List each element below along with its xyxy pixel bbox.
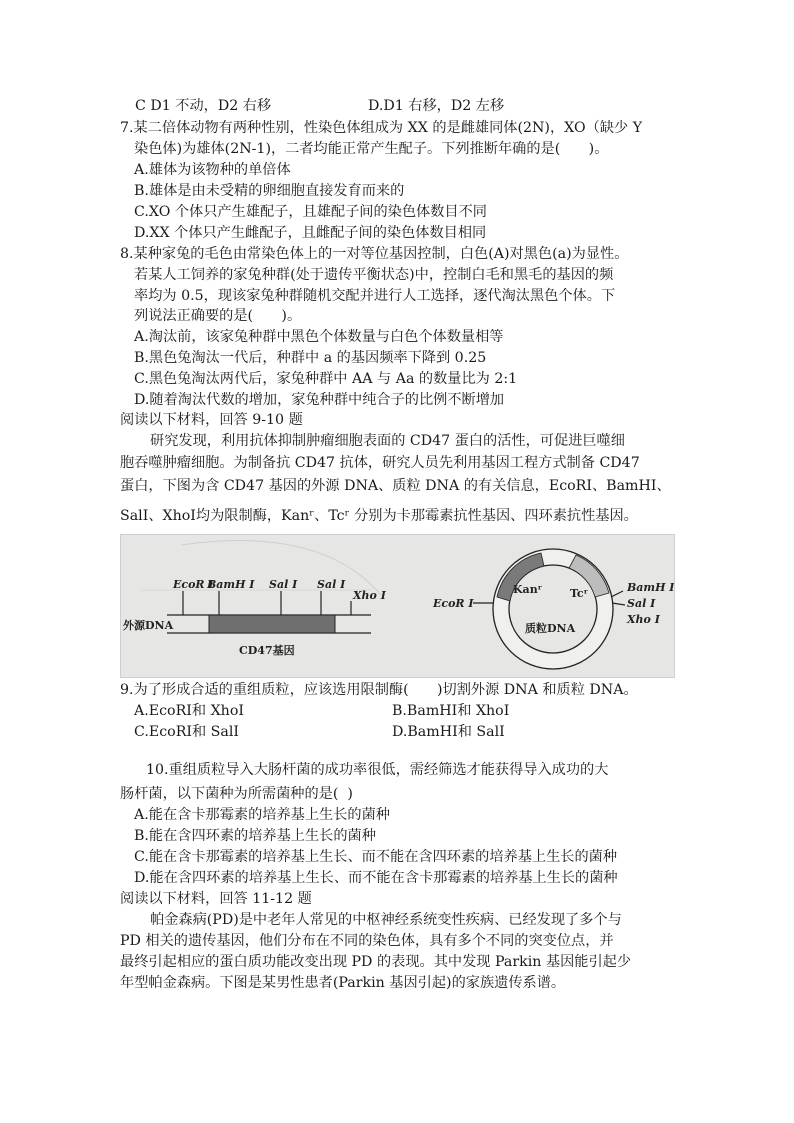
left-ecori-label: EcoR I (173, 578, 214, 591)
q7-option-b: B.雄体是由未受精的卵细胞直接发育而来的 (134, 183, 405, 199)
right-xhoi-label: Xho I (627, 613, 660, 626)
left-xhoi-label: Xho I (353, 589, 386, 602)
q7-stem-line1: 7.某二倍体动物有两种性别，性染色体组成为 XX 的是雌雄同体(2N)，XO（缺少 Y (120, 120, 643, 136)
q8-stem-line3: 率均为 0.5，现该家兔种群随机交配并进行人工选择，逐代淘汰黑色个体。下 (134, 288, 616, 304)
q8-option-b: B.黑色兔淘汰一代后，种群中 a 的基因频率下降到 0.25 (134, 350, 487, 366)
q8-option-a: A.淘汰前，该家兔种群中黑色个体数量与白色个体数量相等 (134, 329, 504, 345)
q7-option-c: C.XO 个体只产生雄配子，且雄配子间的染色体数目不同 (134, 204, 487, 220)
left-sali-label-1: Sal I (269, 578, 298, 591)
left-sali-label-2: Sal I (317, 578, 346, 591)
right-bamhi-label: BamH I (627, 581, 674, 594)
tc-label: Tcʳ (570, 587, 589, 600)
q10-stem-line2: 肠杆菌，以下菌种为所需菌种的是( ) (120, 786, 353, 802)
foreign-dna-label: 外源DNA (123, 619, 174, 632)
q9-option-b: B.BamHⅠ和 XhoⅠ (392, 703, 510, 719)
q8-stem-line4: 列说法正确要的是( )。 (134, 308, 302, 324)
q9-stem: 9.为了形成合适的重组质粒，应该选用限制酶( )切割外源 DNA 和质粒 DNA。 (120, 682, 638, 698)
q7-stem-line2: 染色体)为雄体(2N-1)，二者均能正常产生配子。下列推断年确的是( )。 (134, 141, 609, 157)
q10-option-d: D.能在含四环素的培养基上生长、而不能在含卡那霉素的培养基上生长的菌种 (134, 870, 618, 886)
q8-option-d: D.随着淘汰代数的增加，家兔种群中纯合子的比例不断增加 (134, 392, 505, 408)
material-9-10-para-line3: 蛋白，下图为含 CD47 基因的外源 DNA、质粒 DNA 的有关信息，EcoRⅠ、BamHⅠ、 (120, 478, 671, 494)
q6-option-d: D.D1 右移，D2 左移 (368, 98, 505, 114)
q8-stem-line1: 8.某种家兔的毛色由常染色体上的一对等位基因控制，白色(A)对黑色(a)为显性。 (120, 246, 629, 262)
q6-option-c: C D1 不动，D2 右移 (135, 98, 272, 114)
q10-stem-line1: 10.重组质粒导入大肠杆菌的成功率很低，需经筛选才能获得导入成功的大 (146, 762, 609, 778)
material-9-10-para-line2: 胞吞噬肿瘤细胞。为制备抗 CD47 抗体，研究人员先利用基因工程方式制备 CD47 (120, 455, 640, 471)
plasmid-dna-label: 质粒DNA (525, 622, 576, 635)
material-9-10-para-line4: SalⅠ、XhoⅠ均为限制酶，Kanʳ、Tcʳ 分别为卡那霉素抗性基因、四环素抗性基因。 (120, 508, 638, 524)
material-9-10-intro: 阅读以下材料，回答 9-10 题 (120, 412, 303, 428)
material-11-12-para-line1: 帕金森病(PD)是中老年人常见的中枢神经系统变性疾病、已经发现了多个与 (150, 912, 622, 928)
material-11-12-para-line3: 最终引起相应的蛋白质功能改变出现 PD 的表现。其中发现 Parkin 基因能引起少 (120, 954, 632, 970)
kan-label: Kanʳ (513, 583, 543, 596)
dna-figure (120, 534, 675, 678)
right-sali-label: Sal I (627, 597, 656, 610)
cd47-gene-block (209, 615, 335, 633)
dna-figure-svg (121, 535, 674, 677)
material-11-12-intro: 阅读以下材料，回答 11-12 题 (120, 891, 312, 907)
material-9-10-para-line1: 研究发现，利用抗体抑制肿瘤细胞表面的 CD47 蛋白的活性，可促进巨噬细 (150, 433, 625, 449)
material-11-12-para-line2: PD 相关的遗传基因，他们分布在不同的染色体，具有多个不同的突变位点，并 (120, 933, 614, 949)
q7-option-a: A.雄体为该物种的单倍体 (134, 162, 291, 178)
left-bamhi-label: BamH I (207, 578, 255, 591)
q7-option-d: D.XX 个体只产生雌配子，且雌配子间的染色体数目相同 (134, 225, 487, 241)
right-ecori-label: EcoR I (433, 597, 474, 610)
q9-option-d: D.BamHⅠ和 SalⅠ (392, 724, 505, 740)
q10-option-a: A.能在含卡那霉素的培养基上生长的菌种 (134, 807, 390, 823)
q9-option-c: C.EcoRⅠ和 SalⅠ (134, 724, 240, 740)
q10-option-c: C.能在含卡那霉素的培养基上生长、而不能在含四环素的培养基上生长的菌种 (134, 849, 618, 865)
q9-option-a: A.EcoRⅠ和 XhoⅠ (134, 703, 244, 719)
q8-stem-line2: 若某人工饲养的家兔种群(处于遗传平衡状态)中，控制白毛和黑毛的基因的频 (134, 267, 614, 283)
q8-option-c: C.黑色兔淘汰两代后，家兔种群中 AA 与 Aa 的数量比为 2:1 (134, 371, 518, 387)
cd47-gene-label: CD47基因 (239, 644, 295, 657)
q10-option-b: B.能在含四环素的培养基上生长的菌种 (134, 828, 376, 844)
material-11-12-para-line4: 年型帕金森病。下图是某男性患者(Parkin 基因引起)的家族遗传系谱。 (120, 975, 566, 991)
